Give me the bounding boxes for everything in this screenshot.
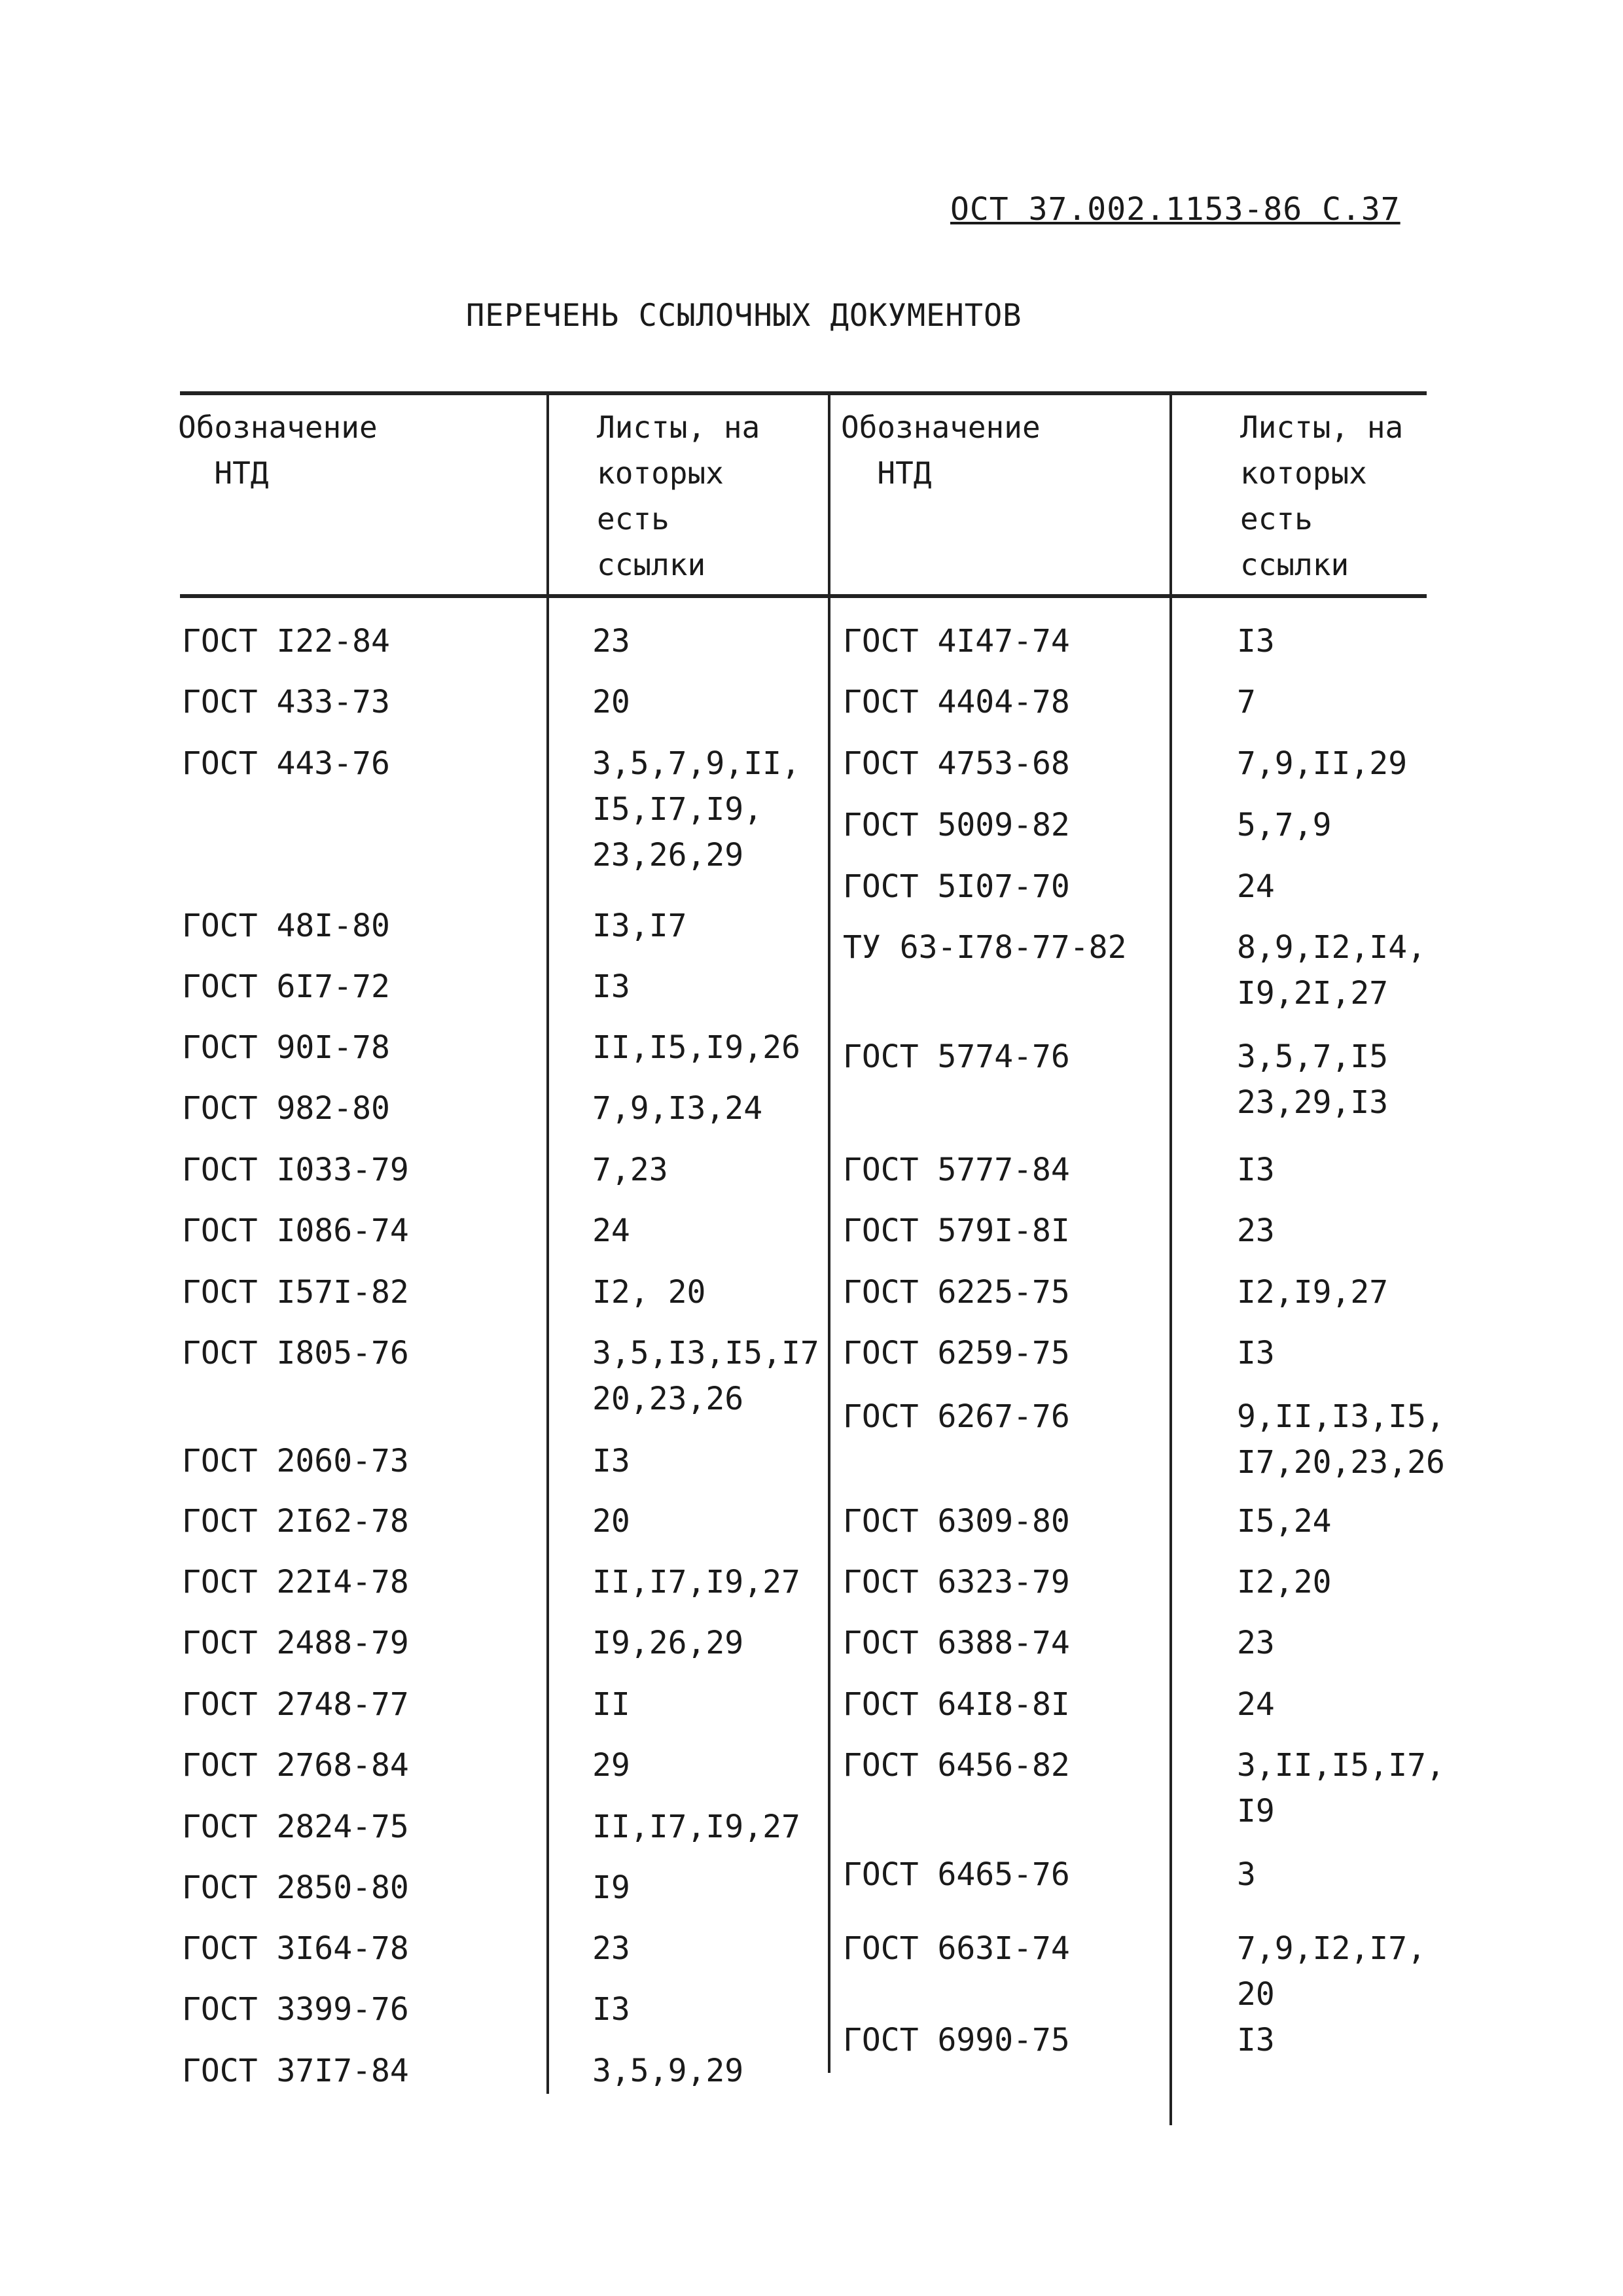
sheet-references-left: II,I5,I9,26 [592, 1029, 800, 1066]
document-designation-left: ГОСТ I57I-82 [182, 1274, 409, 1311]
table-header-rule [180, 594, 1427, 598]
sheet-references-left: I3 [592, 968, 630, 1005]
sheet-references-left: 3,5,7,9,II, I5,I7,I9, 23,26,29 [592, 745, 800, 874]
sheet-references-right: 3,5,7,I5 23,29,I3 [1237, 1038, 1389, 1121]
sheet-references-right: I3 [1237, 623, 1275, 660]
document-designation-right: ГОСТ 6990-75 [843, 2022, 1070, 2058]
column-divider [546, 391, 549, 2094]
document-designation-left: ГОСТ I033-79 [182, 1152, 409, 1188]
header-sheets-left: Листы, на которых есть ссылки [597, 410, 760, 582]
sheet-references-right: 7,9,II,29 [1237, 745, 1408, 782]
sheet-references-right: 9,II,I3,I5, I7,20,23,26 [1237, 1398, 1445, 1481]
sheet-references-right: 5,7,9 [1237, 807, 1332, 843]
document-designation-right: ГОСТ 6456-82 [843, 1747, 1070, 1784]
document-designation-left: ГОСТ 2748-77 [182, 1686, 409, 1723]
sheet-references-left: 23 [592, 623, 630, 660]
document-designation-left: ГОСТ 2824-75 [182, 1809, 409, 1845]
document-designation-right: ГОСТ 663I-74 [843, 1930, 1070, 1967]
document-designation-left: ГОСТ 433-73 [182, 684, 390, 720]
column-divider [828, 391, 830, 2073]
document-designation-right: ГОСТ 6388-74 [843, 1625, 1070, 1661]
sheet-references-left: II [592, 1686, 630, 1723]
document-designation-left: ГОСТ 37I7-84 [182, 2053, 409, 2089]
sheet-references-right: 23 [1237, 1625, 1275, 1661]
sheet-references-right: 3 [1237, 1856, 1256, 1893]
sheet-references-right: 3,II,I5,I7, I9 [1237, 1747, 1445, 1829]
document-designation-left: ГОСТ I22-84 [182, 623, 390, 660]
sheet-references-left: I2, 20 [592, 1274, 706, 1311]
page-reference: ОСТ 37.002.1153-86 С.37 [950, 191, 1400, 228]
sheet-references-left: II,I7,I9,27 [592, 1809, 800, 1845]
sheet-references-left: 3,5,9,29 [592, 2053, 744, 2089]
document-designation-left: ГОСТ 2I62-78 [182, 1503, 409, 1540]
document-designation-right: ГОСТ 6323-79 [843, 1564, 1070, 1600]
sheet-references-right: I5,24 [1237, 1503, 1332, 1540]
column-divider [1169, 391, 1172, 2125]
header-designation-left: Обозначение НТД [178, 410, 378, 491]
sheet-references-right: I3 [1237, 1335, 1275, 1371]
sheet-references-left: 20 [592, 1503, 630, 1540]
document-designation-left: ГОСТ 2768-84 [182, 1747, 409, 1784]
document-designation-left: ГОСТ 982-80 [182, 1090, 390, 1127]
document-designation-left: ГОСТ I805-76 [182, 1335, 409, 1371]
document-designation-left: ГОСТ 22I4-78 [182, 1564, 409, 1600]
document-designation-left: ГОСТ 6I7-72 [182, 968, 390, 1005]
document-title: ПЕРЕЧЕНЬ ССЫЛОЧНЫХ ДОКУМЕНТОВ [466, 298, 1022, 334]
sheet-references-right: 8,9,I2,I4, I9,2I,27 [1237, 929, 1426, 1012]
document-designation-right: ГОСТ 6267-76 [843, 1398, 1070, 1435]
sheet-references-left: 23 [592, 1930, 630, 1967]
document-designation-right: ГОСТ 4I47-74 [843, 623, 1070, 660]
sheet-references-left: 29 [592, 1747, 630, 1784]
document-designation-right: ГОСТ 5777-84 [843, 1152, 1070, 1188]
sheet-references-left: 7,23 [592, 1152, 668, 1188]
sheet-references-left: I3 [592, 1443, 630, 1479]
document-designation-right: ГОСТ 6225-75 [843, 1274, 1070, 1311]
document-designation-left: ГОСТ 2060-73 [182, 1443, 409, 1479]
document-designation-left: ГОСТ I086-74 [182, 1212, 409, 1249]
document-designation-left: ГОСТ 443-76 [182, 745, 390, 782]
sheet-references-right: I3 [1237, 1152, 1275, 1188]
table-top-rule [180, 391, 1427, 395]
document-designation-right: ГОСТ 579I-8I [843, 1212, 1070, 1249]
document-designation-left: ГОСТ 2850-80 [182, 1869, 409, 1906]
sheet-references-right: 7,9,I2,I7, 20 [1237, 1930, 1426, 2013]
document-designation-right: ГОСТ 5I07-70 [843, 868, 1070, 905]
sheet-references-left: I3 [592, 1991, 630, 2028]
sheet-references-right: 7 [1237, 684, 1256, 720]
sheet-references-left: I3,I7 [592, 908, 687, 944]
header-sheets-right: Листы, на которых есть ссылки [1240, 410, 1404, 582]
sheet-references-right: I2,I9,27 [1237, 1274, 1389, 1311]
document-designation-right: ГОСТ 6309-80 [843, 1503, 1070, 1540]
sheet-references-right: I3 [1237, 2022, 1275, 2058]
document-designation-left: ГОСТ 90I-78 [182, 1029, 390, 1066]
document-designation-right: ГОСТ 4404-78 [843, 684, 1070, 720]
header-designation-right: Обозначение НТД [841, 410, 1041, 491]
sheet-references-left: 24 [592, 1212, 630, 1249]
sheet-references-left: II,I7,I9,27 [592, 1564, 800, 1600]
document-designation-right: ГОСТ 6259-75 [843, 1335, 1070, 1371]
document-designation-right: ГОСТ 6465-76 [843, 1856, 1070, 1893]
document-designation-left: ГОСТ 2488-79 [182, 1625, 409, 1661]
sheet-references-right: I2,20 [1237, 1564, 1332, 1600]
sheet-references-right: 24 [1237, 868, 1275, 905]
sheet-references-left: I9,26,29 [592, 1625, 744, 1661]
sheet-references-right: 24 [1237, 1686, 1275, 1723]
document-designation-right: ГОСТ 64I8-8I [843, 1686, 1070, 1723]
sheet-references-left: 20 [592, 684, 630, 720]
document-designation-left: ГОСТ 3399-76 [182, 1991, 409, 2028]
document-designation-right: ГОСТ 4753-68 [843, 745, 1070, 782]
sheet-references-left: 7,9,I3,24 [592, 1090, 763, 1127]
document-designation-left: ГОСТ 48I-80 [182, 908, 390, 944]
sheet-references-left: I9 [592, 1869, 630, 1906]
document-designation-right: ТУ 63-I78-77-82 [843, 929, 1127, 966]
document-designation-right: ГОСТ 5009-82 [843, 807, 1070, 843]
sheet-references-left: 3,5,I3,I5,I7 20,23,26 [592, 1335, 819, 1417]
document-designation-left: ГОСТ 3I64-78 [182, 1930, 409, 1967]
document-designation-right: ГОСТ 5774-76 [843, 1038, 1070, 1075]
sheet-references-right: 23 [1237, 1212, 1275, 1249]
